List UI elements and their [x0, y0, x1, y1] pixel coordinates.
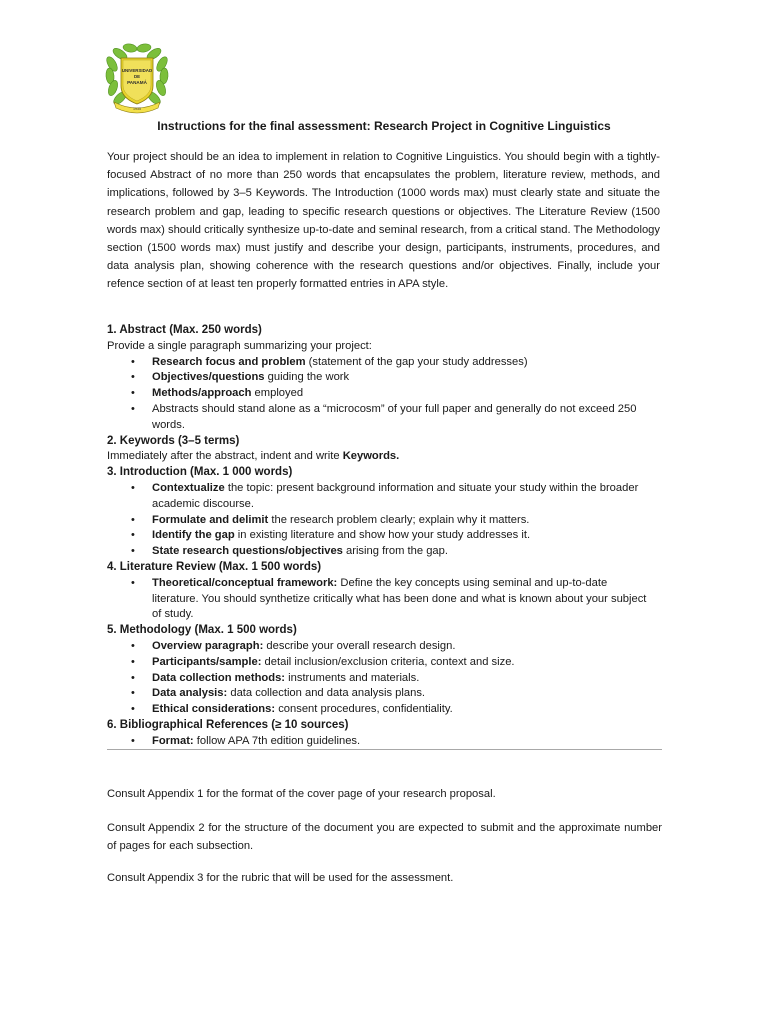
- item-bold: Methods/approach: [152, 387, 252, 400]
- item-text: describe your overall research design.: [263, 639, 456, 652]
- list-item: [107, 576, 660, 623]
- bullet-icon: •: [131, 576, 135, 589]
- list-item: [107, 402, 660, 434]
- item-text: in existing literature and show how your study addresses it.: [234, 529, 531, 542]
- bullet-icon: •: [131, 481, 135, 494]
- keywords-lead: [107, 449, 660, 465]
- bullet-icon: •: [131, 734, 135, 747]
- section-heading-methodology: 5. Methodology (Max. 1 500 words): [107, 624, 297, 637]
- item-text: Abstracts should stand alone as a “microcosm” of your full paper and generally do not exceed 250 words.: [152, 402, 637, 431]
- item-bold: Format:: [152, 734, 194, 747]
- item-bold: Data analysis:: [152, 687, 228, 700]
- university-seal-icon: [104, 42, 170, 116]
- list-item: [107, 734, 660, 750]
- item-bold: Identify the gap: [152, 529, 235, 542]
- list-item: [107, 686, 660, 702]
- item-bold: Objectives/questions: [152, 371, 265, 384]
- references-list: [107, 734, 660, 750]
- university-logo: [104, 42, 170, 116]
- item-bold: Ethical considerations:: [152, 703, 276, 716]
- item-text: (statement of the gap your study addresses): [305, 355, 528, 368]
- item-bold: State research questions/objectives: [152, 545, 343, 558]
- appendix-note: Consult Appendix 1 for the format of the cover page of your research proposal.: [107, 788, 496, 800]
- list-item: [107, 355, 660, 371]
- item-bold: Participants/sample:: [152, 655, 262, 668]
- literature-list: [107, 576, 660, 623]
- list-item: [107, 655, 660, 671]
- item-text: guiding the work: [264, 371, 350, 384]
- item-text: data collection and data analysis plans.: [227, 687, 426, 700]
- bullet-icon: •: [131, 529, 135, 542]
- list-item: [107, 370, 660, 386]
- svg-text:PANAMÁ: PANAMÁ: [127, 80, 147, 85]
- bullet-icon: •: [131, 671, 135, 684]
- bullet-icon: •: [131, 402, 135, 415]
- bullet-icon: •: [131, 513, 135, 526]
- bullet-icon: •: [131, 703, 135, 716]
- section-heading-keywords: 2. Keywords (3–5 terms): [107, 434, 240, 447]
- bullet-icon: •: [131, 355, 135, 368]
- item-text: instruments and materials.: [285, 671, 420, 684]
- item-text: follow APA 7th edition guidelines.: [193, 734, 361, 747]
- section-heading-literature-review: 4. Literature Review (Max. 1 500 words): [107, 560, 322, 573]
- bullet-icon: •: [131, 387, 135, 400]
- bullet-icon: •: [131, 371, 135, 384]
- section-heading-abstract: 1. Abstract (Max. 250 words): [107, 324, 262, 336]
- item-text: employed: [251, 387, 304, 400]
- horizontal-rule: [107, 749, 662, 750]
- document-title: Instructions for the final assessment: Research Project in Cognitive Linguistics: [157, 119, 611, 133]
- list-item: [107, 671, 660, 687]
- item-text: detail inclusion/exclusion criteria, context and size.: [261, 655, 515, 668]
- item-bold: Data collection methods:: [152, 671, 286, 684]
- item-bold: Formulate and delimit: [152, 513, 269, 526]
- appendix-note: Consult Appendix 3 for the rubric that will be used for the assessment.: [107, 872, 454, 884]
- section-heading-references: 6. Bibliographical References (≥ 10 sources): [107, 718, 349, 731]
- bullet-icon: •: [131, 655, 135, 668]
- bullet-icon: •: [131, 639, 135, 652]
- item-text: arising from the gap.: [342, 545, 448, 558]
- list-item: [107, 386, 660, 402]
- svg-text:1935: 1935: [133, 107, 141, 111]
- bullet-icon: •: [131, 545, 135, 558]
- sections: [107, 323, 660, 750]
- section-heading-introduction: 3. Introduction (Max. 1 000 words): [107, 466, 293, 479]
- svg-text:UNIVERSIDAD: UNIVERSIDAD: [121, 68, 153, 73]
- svg-text:DE: DE: [133, 74, 141, 79]
- list-item: [107, 702, 660, 718]
- list-item: [107, 513, 660, 529]
- bullet-icon: •: [131, 687, 135, 700]
- methodology-list: [107, 639, 660, 718]
- item-text: Define the key concepts using seminal and up-to-date literature. You should synthetize critically what has been done and what is known about your subject of study.: [152, 576, 647, 621]
- introduction-list: [107, 481, 660, 560]
- abstract-lead: Provide a single paragraph summarizing your project:: [107, 339, 372, 352]
- item-text: the topic: present background information and situate your study within the broader academic discourse.: [152, 481, 639, 510]
- keywords-lead-text: Immediately after the abstract, indent and write: [107, 450, 343, 463]
- item-text: consent procedures, confidentiality.: [275, 703, 453, 716]
- list-item: [107, 481, 660, 513]
- list-item: [107, 528, 660, 544]
- abstract-list: [107, 355, 660, 434]
- item-bold: Theoretical/conceptual framework:: [152, 576, 338, 589]
- keywords-lead-bold: Keywords.: [342, 450, 400, 463]
- item-bold: Contextualize: [152, 481, 225, 494]
- list-item: [107, 639, 660, 655]
- list-item: [107, 544, 660, 560]
- appendix-note: Consult Appendix 2 for the structure of the document you are expected to submit and the approximate number of pages for each subsection.: [107, 822, 662, 852]
- item-text: the research problem clearly; explain why it matters.: [268, 513, 530, 526]
- item-bold: Overview paragraph:: [152, 639, 264, 652]
- item-bold: Research focus and problem: [152, 355, 306, 368]
- intro-paragraph: Your project should be an idea to implement in relation to Cognitive Linguistics. You should begin with a tightly-focused Abstract of no more than 250 words that encapsulates the problem, literature review, methods, and implications, followed by 3–5 Keywords. The Introduction (1000 words max) must clearly state and situate the research problem and gap, leading to specific research questions or objectives. The Literature Review (1500 words max) should critically synthesize up-to-date and seminal research, from a critical stand. The Methodology section (1500 words max) must justify and describe your design, participants, instruments, procedures, and data analysis plan, showing coherence with the research questions and/or objectives. Finally, include your refence section of at least ten properly formatted entries in APA style.: [107, 151, 660, 291]
